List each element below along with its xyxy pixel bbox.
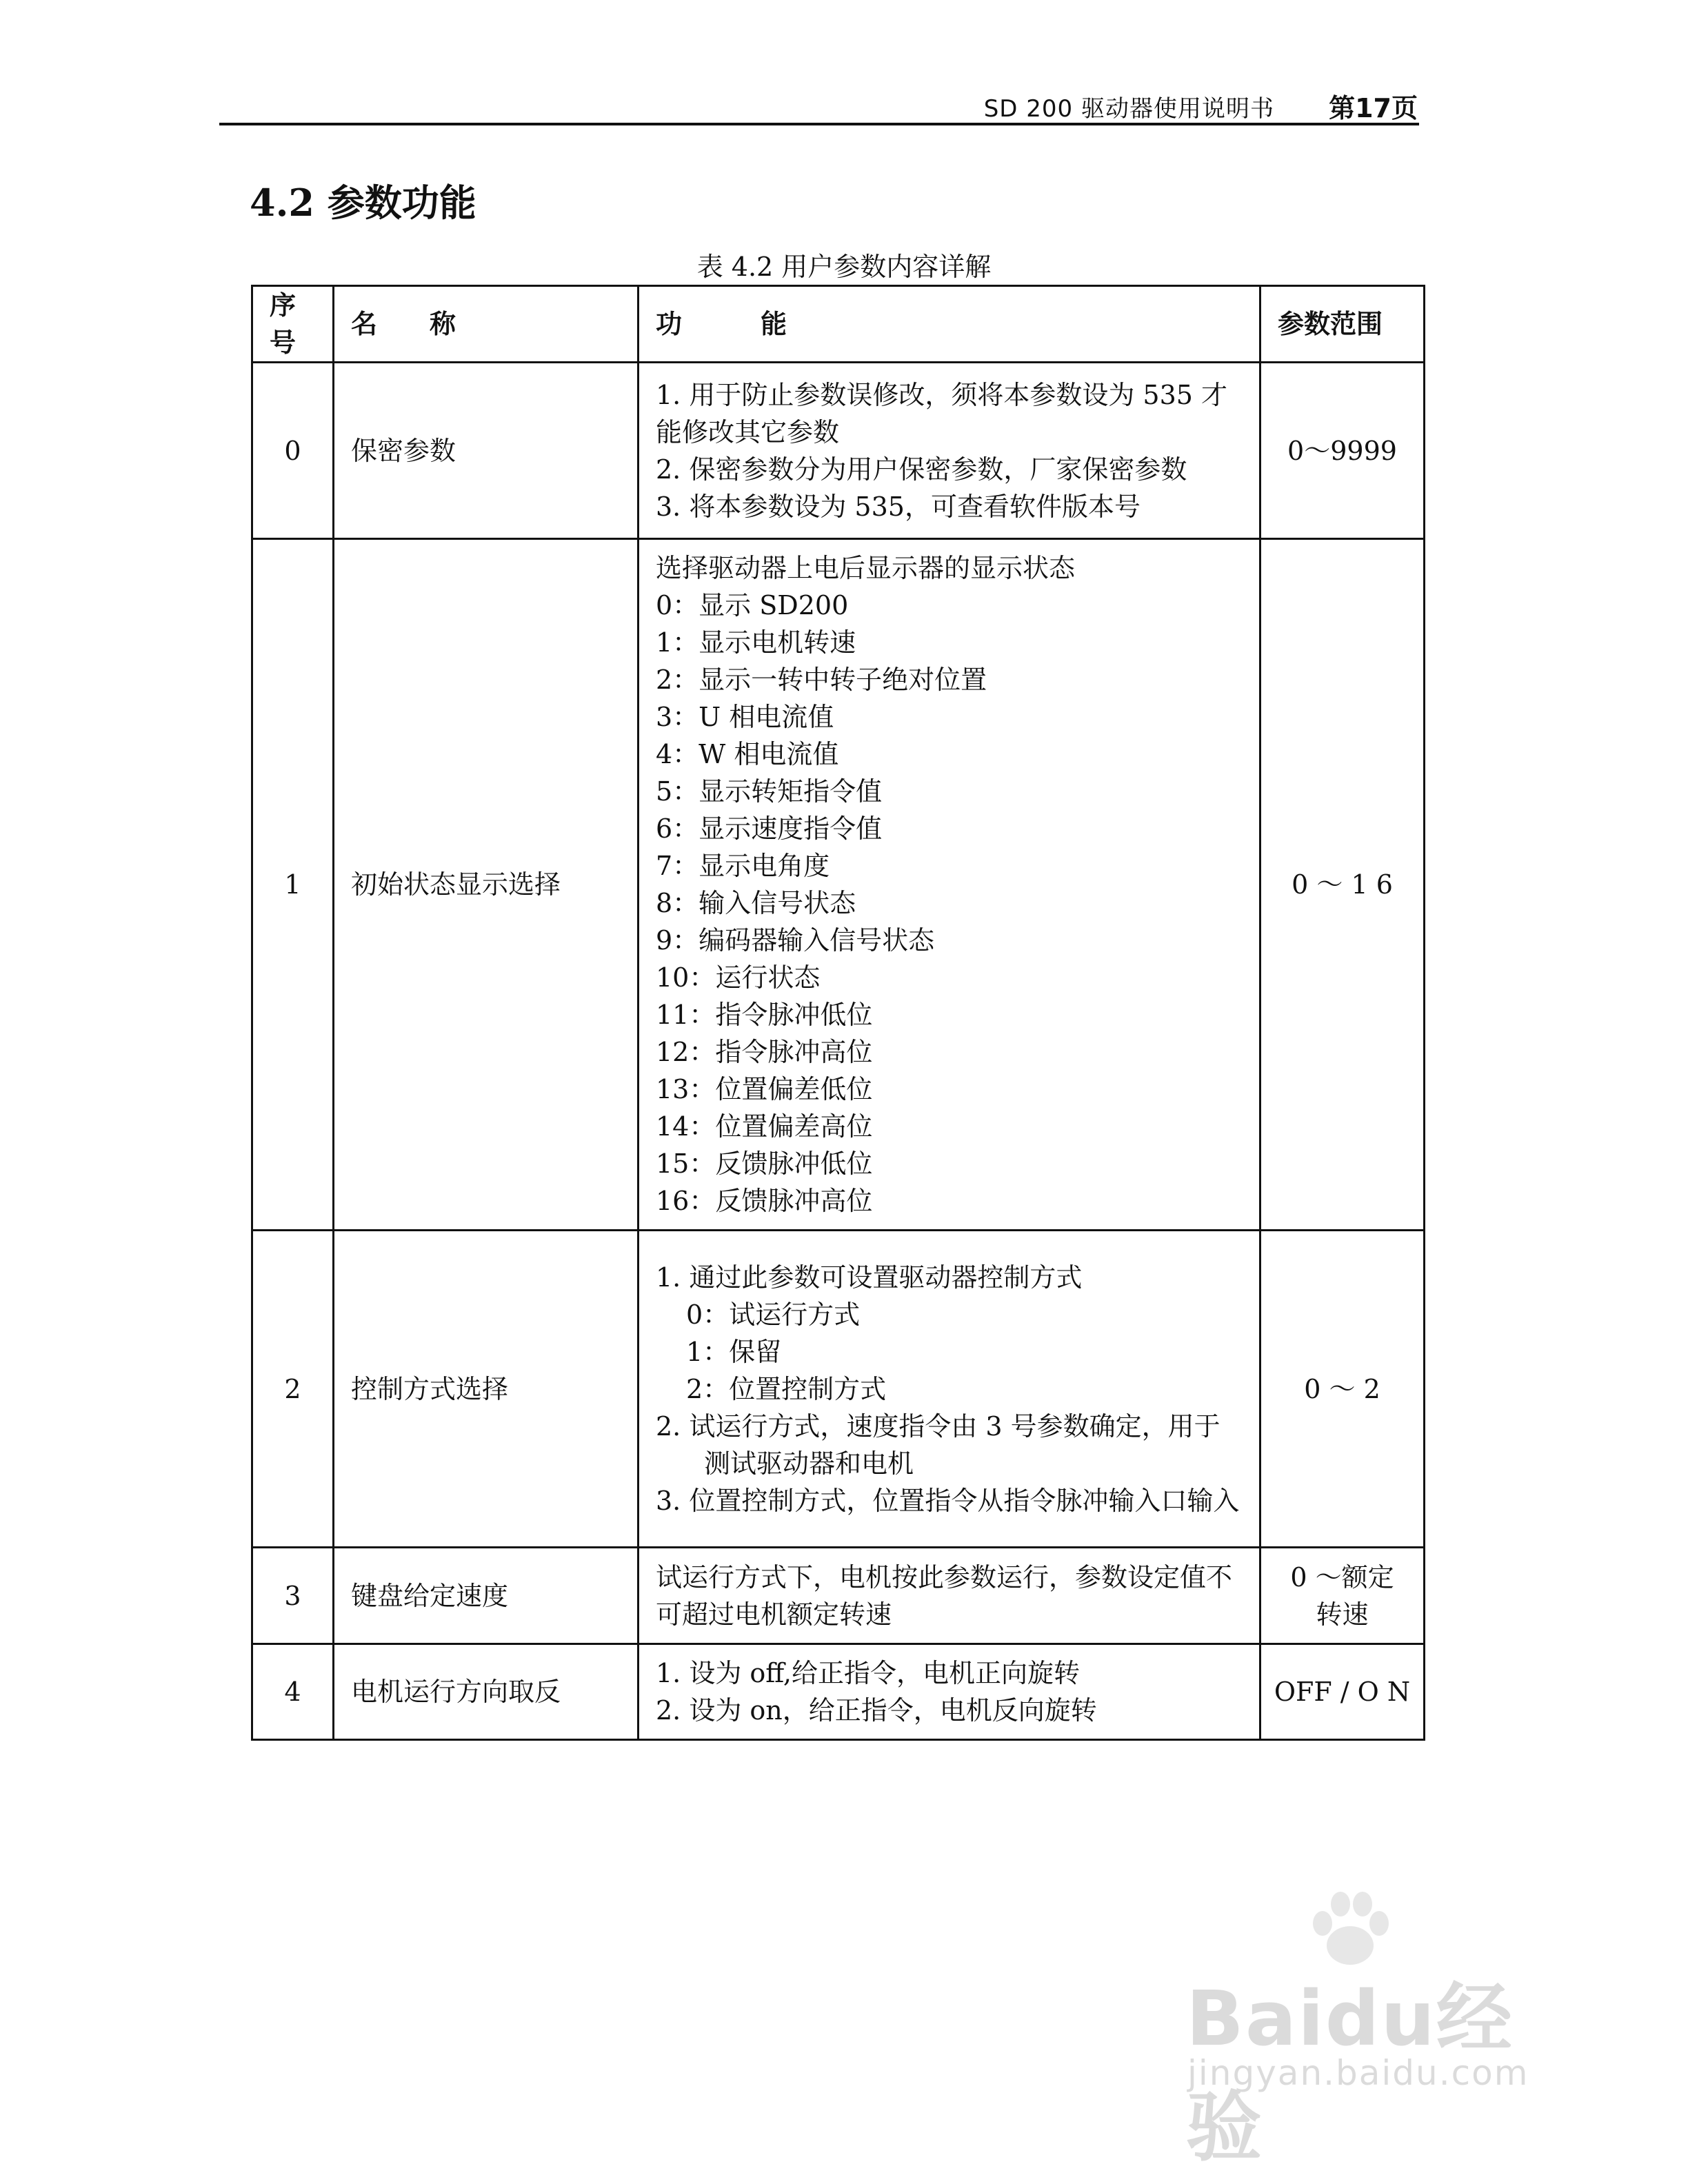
- row-name: 电机运行方向取反: [334, 1644, 639, 1740]
- row-func: [639, 1644, 1260, 1740]
- func-line: 5：显示转矩指令值: [656, 776, 883, 807]
- func-line: 1. 通过此参数可设置驱动器控制方式: [656, 1262, 1083, 1293]
- document-title: SD 200 驱动器使用说明书: [983, 95, 1274, 123]
- row-idx: 1: [252, 539, 334, 1231]
- section-title: 4.2 参数功能: [250, 181, 476, 225]
- func-line: 2：显示一转中转子绝对位置: [656, 665, 987, 695]
- func-line: 1. 设为 off,给正指令，电机正向旋转: [656, 1658, 1081, 1688]
- table-row: [252, 539, 1425, 1231]
- baidu-watermark: [1186, 1889, 1586, 2172]
- header-idx: [252, 286, 334, 363]
- func-line: 选择驱动器上电后显示器的显示状态: [656, 553, 1076, 583]
- row-func: [639, 539, 1260, 1231]
- func-line: 1：显示电机转速: [656, 627, 856, 658]
- row-idx: 0: [252, 363, 334, 539]
- func-line: 7：显示电角度: [656, 851, 830, 881]
- func-line: 11：指令脉冲低位: [656, 1000, 873, 1030]
- func-line: 14：位置偏差高位: [656, 1111, 873, 1142]
- parameter-table: [251, 285, 1425, 1741]
- func-line: 2. 保密参数分为用户保密参数，厂家保密参数: [656, 454, 1187, 485]
- row-range: [1260, 1548, 1425, 1644]
- func-line: 4：W 相电流值: [656, 739, 839, 769]
- func-line: 试运行方式下，电机按此参数运行，参数设定值不可超过电机额定转速: [656, 1561, 1233, 1630]
- row-name: 键盘给定速度: [334, 1548, 639, 1644]
- row-idx: 2: [252, 1231, 334, 1548]
- row-range: 0～9999: [1260, 363, 1425, 539]
- func-subline: 0：试运行方式: [686, 1299, 861, 1330]
- func-line: 16：反馈脉冲高位: [656, 1186, 873, 1216]
- func-line: 15：反馈脉冲低位: [656, 1149, 873, 1179]
- func-line: 12：指令脉冲高位: [656, 1037, 873, 1067]
- func-line: 2. 设为 on，给正指令，电机反向旋转: [656, 1695, 1097, 1726]
- table-row: [252, 1644, 1425, 1740]
- header-idx-label: 序号: [270, 290, 297, 358]
- func-line: 3. 位置控制方式，位置指令从指令脉冲输入口输入: [656, 1485, 1240, 1516]
- func-line: 9：编码器输入信号状态: [656, 925, 935, 956]
- row-func: [639, 363, 1260, 539]
- header-range: 参数范围: [1260, 286, 1425, 363]
- table-row: [252, 1231, 1425, 1548]
- func-subline: 1：保留: [686, 1336, 782, 1367]
- header-name: 名 称: [334, 286, 639, 363]
- row-idx: 4: [252, 1644, 334, 1740]
- row-name: 控制方式选择: [334, 1231, 639, 1548]
- func-line: 3. 将本参数设为 535，可查看软件版本号: [656, 491, 1141, 522]
- func-line: 8：输入信号状态: [656, 888, 856, 918]
- watermark-brand: Baidu经验: [1186, 1974, 1514, 2172]
- func-line: 2. 试运行方式，速度指令由 3 号参数确定，用于测试驱动器和电机: [656, 1410, 1220, 1479]
- row-name: 初始状态显示选择: [334, 539, 639, 1231]
- func-line: 10：运行状态: [656, 962, 821, 993]
- table-header-row: [252, 286, 1425, 363]
- func-subline: 2：位置控制方式: [686, 1373, 887, 1404]
- row-range: 0 ～ 2: [1260, 1231, 1425, 1548]
- func-line: 3：U 相电流值: [656, 702, 834, 732]
- table-row: [252, 1548, 1425, 1644]
- watermark-url: jingyan.baidu.com: [1187, 2053, 1529, 2093]
- range-text: 0 ～额定转速: [1290, 1561, 1394, 1630]
- header-func: 功 能: [639, 286, 1260, 363]
- table-caption: 表 4.2 用户参数内容详解: [696, 252, 992, 282]
- func-line: 13：位置偏差低位: [656, 1074, 873, 1104]
- row-func: [639, 1231, 1260, 1548]
- func-line: 1. 用于防止参数误修改，须将本参数设为 535 才能修改其它参数: [656, 379, 1228, 447]
- func-line: 0：显示 SD200: [656, 590, 849, 620]
- row-range: OFF / O N: [1260, 1644, 1425, 1740]
- row-name: 保密参数: [334, 363, 639, 539]
- row-range: 0 ～ 1 6: [1260, 539, 1425, 1231]
- func-line: 6：显示速度指令值: [656, 813, 883, 844]
- page-header: [219, 88, 1419, 125]
- table-row: [252, 363, 1425, 539]
- row-idx: 3: [252, 1548, 334, 1644]
- row-func: [639, 1548, 1260, 1644]
- page-number: 第17页: [1329, 93, 1418, 123]
